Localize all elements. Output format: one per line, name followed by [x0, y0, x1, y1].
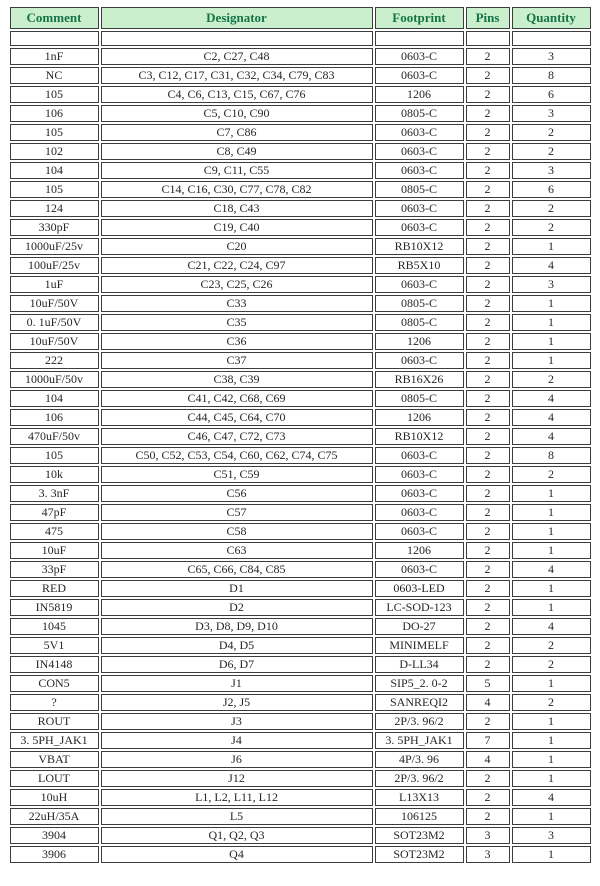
- table-row: [10, 789, 591, 806]
- table-row: [10, 162, 591, 179]
- cell-pins: 2: [466, 789, 510, 806]
- cell-comment: 124: [10, 200, 99, 217]
- cell-comment: 33pF: [10, 561, 99, 578]
- cell-pins: 2: [466, 219, 510, 236]
- table-row: [10, 599, 591, 616]
- table-row: [10, 770, 591, 787]
- cell-footprint: 0603-C: [375, 219, 464, 236]
- cell-designator: C63: [101, 542, 373, 559]
- cell-footprint: 0603-LED: [375, 580, 464, 597]
- cell-footprint: [375, 31, 464, 46]
- cell-comment: 105: [10, 181, 99, 198]
- cell-pins: 2: [466, 162, 510, 179]
- cell-quantity: 3: [512, 162, 591, 179]
- cell-comment: IN4148: [10, 656, 99, 673]
- cell-comment: 5V1: [10, 637, 99, 654]
- cell-pins: 5: [466, 675, 510, 692]
- table-row: [10, 713, 591, 730]
- cell-comment: 102: [10, 143, 99, 160]
- cell-quantity: 2: [512, 200, 591, 217]
- cell-footprint: 3. 5PH_JAK1: [375, 732, 464, 749]
- table-row: [10, 466, 591, 483]
- cell-designator: C36: [101, 333, 373, 350]
- cell-footprint: 0603-C: [375, 447, 464, 464]
- cell-designator: D2: [101, 599, 373, 616]
- cell-designator: L5: [101, 808, 373, 825]
- cell-quantity: 1: [512, 846, 591, 863]
- cell-footprint: 0603-C: [375, 200, 464, 217]
- table-row: [10, 390, 591, 407]
- cell-pins: 2: [466, 637, 510, 654]
- cell-pins: 2: [466, 238, 510, 255]
- table-row: [10, 48, 591, 65]
- bom-table: [8, 5, 593, 865]
- cell-pins: 2: [466, 656, 510, 673]
- table-row: [10, 333, 591, 350]
- cell-designator: J12: [101, 770, 373, 787]
- cell-quantity: 1: [512, 314, 591, 331]
- cell-quantity: [512, 31, 591, 46]
- cell-designator: C57: [101, 504, 373, 521]
- cell-pins: 2: [466, 618, 510, 635]
- cell-quantity: 1: [512, 808, 591, 825]
- cell-quantity: 3: [512, 48, 591, 65]
- cell-quantity: 1: [512, 751, 591, 768]
- cell-footprint: 0603-C: [375, 276, 464, 293]
- cell-pins: 4: [466, 751, 510, 768]
- cell-quantity: 1: [512, 770, 591, 787]
- cell-pins: 2: [466, 276, 510, 293]
- cell-designator: C38, C39: [101, 371, 373, 388]
- cell-designator: Q1, Q2, Q3: [101, 827, 373, 844]
- cell-quantity: 1: [512, 732, 591, 749]
- cell-designator: C23, C25, C26: [101, 276, 373, 293]
- table-row: [10, 276, 591, 293]
- cell-quantity: 2: [512, 637, 591, 654]
- cell-comment: 10k: [10, 466, 99, 483]
- cell-designator: C2, C27, C48: [101, 48, 373, 65]
- cell-footprint: 0603-C: [375, 162, 464, 179]
- cell-pins: 2: [466, 808, 510, 825]
- cell-designator: C5, C10, C90: [101, 105, 373, 122]
- cell-pins: 2: [466, 466, 510, 483]
- cell-pins: 2: [466, 314, 510, 331]
- cell-comment: 105: [10, 86, 99, 103]
- cell-comment: 47pF: [10, 504, 99, 521]
- table-row: [10, 257, 591, 274]
- column-header-comment: Comment: [10, 7, 99, 29]
- cell-pins: 2: [466, 447, 510, 464]
- table-row: [10, 656, 591, 673]
- cell-quantity: 1: [512, 504, 591, 521]
- cell-comment: 3. 3nF: [10, 485, 99, 502]
- cell-footprint: SOT23M2: [375, 827, 464, 844]
- table-row: [10, 580, 591, 597]
- cell-comment: [10, 31, 99, 46]
- cell-quantity: 4: [512, 257, 591, 274]
- table-row: [10, 219, 591, 236]
- cell-footprint: 0603-C: [375, 67, 464, 84]
- column-header-quantity: Quantity: [512, 7, 591, 29]
- cell-comment: ?: [10, 694, 99, 711]
- cell-footprint: 1206: [375, 333, 464, 350]
- cell-quantity: 1: [512, 485, 591, 502]
- cell-pins: 2: [466, 390, 510, 407]
- cell-footprint: RB10X12: [375, 238, 464, 255]
- cell-footprint: RB16X26: [375, 371, 464, 388]
- cell-comment: LOUT: [10, 770, 99, 787]
- cell-comment: 0. 1uF/50V: [10, 314, 99, 331]
- cell-comment: IN5819: [10, 599, 99, 616]
- cell-pins: 2: [466, 504, 510, 521]
- cell-comment: 105: [10, 124, 99, 141]
- cell-designator: C7, C86: [101, 124, 373, 141]
- cell-comment: 104: [10, 162, 99, 179]
- cell-pins: 2: [466, 371, 510, 388]
- cell-designator: D4, D5: [101, 637, 373, 654]
- cell-pins: 2: [466, 67, 510, 84]
- cell-designator: C14, C16, C30, C77, C78, C82: [101, 181, 373, 198]
- cell-quantity: 6: [512, 181, 591, 198]
- cell-footprint: 106125: [375, 808, 464, 825]
- cell-quantity: 4: [512, 409, 591, 426]
- cell-pins: 2: [466, 770, 510, 787]
- cell-footprint: RB10X12: [375, 428, 464, 445]
- table-row: [10, 827, 591, 844]
- table-row: [10, 143, 591, 160]
- cell-comment: 10uH: [10, 789, 99, 806]
- table-row: [10, 352, 591, 369]
- cell-footprint: 1206: [375, 542, 464, 559]
- cell-designator: C37: [101, 352, 373, 369]
- bom-table-body: [10, 31, 591, 863]
- cell-quantity: 4: [512, 390, 591, 407]
- cell-designator: C4, C6, C13, C15, C67, C76: [101, 86, 373, 103]
- table-row: [10, 675, 591, 692]
- cell-designator: C20: [101, 238, 373, 255]
- cell-footprint: 0805-C: [375, 105, 464, 122]
- cell-pins: 2: [466, 713, 510, 730]
- table-row: [10, 295, 591, 312]
- cell-footprint: 0603-C: [375, 485, 464, 502]
- cell-footprint: 0603-C: [375, 561, 464, 578]
- table-row: [10, 808, 591, 825]
- table-row: [10, 181, 591, 198]
- cell-designator: J2, J5: [101, 694, 373, 711]
- cell-quantity: 3: [512, 105, 591, 122]
- cell-quantity: 2: [512, 466, 591, 483]
- table-row: [10, 200, 591, 217]
- table-row: [10, 504, 591, 521]
- cell-quantity: 1: [512, 238, 591, 255]
- cell-quantity: 2: [512, 143, 591, 160]
- table-row: [10, 371, 591, 388]
- cell-quantity: 1: [512, 599, 591, 616]
- column-header-footprint: Footprint: [375, 7, 464, 29]
- cell-comment: 104: [10, 390, 99, 407]
- table-row: [10, 105, 591, 122]
- cell-designator: D3, D8, D9, D10: [101, 618, 373, 635]
- cell-footprint: SANREQI2: [375, 694, 464, 711]
- cell-pins: 2: [466, 485, 510, 502]
- cell-footprint: 0603-C: [375, 48, 464, 65]
- cell-comment: 106: [10, 409, 99, 426]
- cell-pins: 2: [466, 580, 510, 597]
- cell-quantity: 1: [512, 580, 591, 597]
- table-row: [10, 542, 591, 559]
- cell-comment: 3. 5PH_JAK1: [10, 732, 99, 749]
- cell-comment: 330pF: [10, 219, 99, 236]
- cell-quantity: 1: [512, 675, 591, 692]
- cell-quantity: 4: [512, 561, 591, 578]
- cell-comment: NC: [10, 67, 99, 84]
- cell-footprint: L13X13: [375, 789, 464, 806]
- column-header-pins: Pins: [466, 7, 510, 29]
- cell-quantity: 4: [512, 428, 591, 445]
- cell-quantity: 2: [512, 656, 591, 673]
- cell-footprint: SIP5_2. 0-2: [375, 675, 464, 692]
- cell-comment: 470uF/50v: [10, 428, 99, 445]
- cell-pins: 7: [466, 732, 510, 749]
- table-row: [10, 751, 591, 768]
- cell-comment: 1000uF/50v: [10, 371, 99, 388]
- cell-pins: 3: [466, 827, 510, 844]
- cell-quantity: 1: [512, 542, 591, 559]
- cell-pins: 2: [466, 333, 510, 350]
- cell-comment: RED: [10, 580, 99, 597]
- cell-footprint: 2P/3. 96/2: [375, 770, 464, 787]
- cell-pins: 2: [466, 143, 510, 160]
- cell-footprint: 0603-C: [375, 504, 464, 521]
- cell-comment: 10uF/50V: [10, 295, 99, 312]
- table-row: [10, 31, 591, 46]
- cell-quantity: 1: [512, 352, 591, 369]
- cell-quantity: 4: [512, 618, 591, 635]
- table-row: [10, 523, 591, 540]
- cell-pins: 2: [466, 181, 510, 198]
- cell-designator: C58: [101, 523, 373, 540]
- table-row: [10, 732, 591, 749]
- cell-footprint: MINIMELF: [375, 637, 464, 654]
- cell-designator: C35: [101, 314, 373, 331]
- cell-pins: 2: [466, 542, 510, 559]
- cell-designator: C19, C40: [101, 219, 373, 236]
- cell-pins: 2: [466, 86, 510, 103]
- table-row: [10, 124, 591, 141]
- cell-quantity: 2: [512, 694, 591, 711]
- cell-quantity: 2: [512, 219, 591, 236]
- cell-footprint: D-LL34: [375, 656, 464, 673]
- table-row: [10, 238, 591, 255]
- cell-comment: 10uF/50V: [10, 333, 99, 350]
- cell-designator: C44, C45, C64, C70: [101, 409, 373, 426]
- cell-quantity: 1: [512, 713, 591, 730]
- cell-comment: 1uF: [10, 276, 99, 293]
- cell-quantity: 3: [512, 827, 591, 844]
- cell-footprint: SOT23M2: [375, 846, 464, 863]
- cell-comment: VBAT: [10, 751, 99, 768]
- cell-quantity: 8: [512, 447, 591, 464]
- cell-comment: 22uH/35A: [10, 808, 99, 825]
- cell-comment: CON5: [10, 675, 99, 692]
- cell-footprint: 0603-C: [375, 466, 464, 483]
- cell-footprint: 1206: [375, 86, 464, 103]
- cell-pins: [466, 31, 510, 46]
- table-row: [10, 846, 591, 863]
- cell-pins: 2: [466, 561, 510, 578]
- cell-designator: J4: [101, 732, 373, 749]
- cell-designator: [101, 31, 373, 46]
- cell-footprint: 0805-C: [375, 295, 464, 312]
- cell-comment: 100uF/25v: [10, 257, 99, 274]
- cell-quantity: 2: [512, 124, 591, 141]
- cell-designator: C56: [101, 485, 373, 502]
- cell-comment: 105: [10, 447, 99, 464]
- table-row: [10, 561, 591, 578]
- table-row: [10, 86, 591, 103]
- cell-designator: C21, C22, C24, C97: [101, 257, 373, 274]
- cell-pins: 2: [466, 295, 510, 312]
- cell-quantity: 2: [512, 371, 591, 388]
- cell-pins: 2: [466, 200, 510, 217]
- table-row: [10, 314, 591, 331]
- cell-pins: 2: [466, 257, 510, 274]
- cell-footprint: 4P/3. 96: [375, 751, 464, 768]
- cell-footprint: 0805-C: [375, 181, 464, 198]
- cell-designator: C8, C49: [101, 143, 373, 160]
- cell-designator: C33: [101, 295, 373, 312]
- table-row: [10, 67, 591, 84]
- table-row: [10, 618, 591, 635]
- cell-designator: C3, C12, C17, C31, C32, C34, C79, C83: [101, 67, 373, 84]
- table-row: [10, 485, 591, 502]
- cell-designator: C50, C52, C53, C54, C60, C62, C74, C75: [101, 447, 373, 464]
- cell-footprint: 0603-C: [375, 143, 464, 160]
- header-row: [10, 7, 591, 29]
- cell-footprint: RB5X10: [375, 257, 464, 274]
- cell-quantity: 1: [512, 523, 591, 540]
- cell-pins: 2: [466, 352, 510, 369]
- cell-designator: J6: [101, 751, 373, 768]
- cell-designator: C65, C66, C84, C85: [101, 561, 373, 578]
- cell-designator: C41, C42, C68, C69: [101, 390, 373, 407]
- cell-pins: 3: [466, 846, 510, 863]
- cell-comment: 1000uF/25v: [10, 238, 99, 255]
- cell-designator: C46, C47, C72, C73: [101, 428, 373, 445]
- table-row: [10, 447, 591, 464]
- table-row: [10, 694, 591, 711]
- cell-designator: D1: [101, 580, 373, 597]
- cell-footprint: 2P/3. 96/2: [375, 713, 464, 730]
- cell-pins: 2: [466, 124, 510, 141]
- cell-comment: 3904: [10, 827, 99, 844]
- cell-comment: 1045: [10, 618, 99, 635]
- cell-quantity: 8: [512, 67, 591, 84]
- cell-footprint: 0603-C: [375, 352, 464, 369]
- table-row: [10, 428, 591, 445]
- cell-comment: 475: [10, 523, 99, 540]
- cell-footprint: LC-SOD-123: [375, 599, 464, 616]
- table-row: [10, 637, 591, 654]
- cell-pins: 2: [466, 48, 510, 65]
- cell-pins: 2: [466, 409, 510, 426]
- cell-pins: 2: [466, 428, 510, 445]
- cell-comment: 106: [10, 105, 99, 122]
- cell-quantity: 1: [512, 333, 591, 350]
- table-row: [10, 409, 591, 426]
- cell-footprint: 0805-C: [375, 390, 464, 407]
- cell-designator: J1: [101, 675, 373, 692]
- cell-footprint: 0805-C: [375, 314, 464, 331]
- cell-pins: 2: [466, 105, 510, 122]
- cell-comment: 1nF: [10, 48, 99, 65]
- cell-pins: 4: [466, 694, 510, 711]
- cell-designator: D6, D7: [101, 656, 373, 673]
- cell-pins: 2: [466, 523, 510, 540]
- cell-comment: ROUT: [10, 713, 99, 730]
- cell-comment: 10uF: [10, 542, 99, 559]
- cell-footprint: DO-27: [375, 618, 464, 635]
- cell-designator: J3: [101, 713, 373, 730]
- cell-designator: C51, C59: [101, 466, 373, 483]
- cell-designator: L1, L2, L11, L12: [101, 789, 373, 806]
- cell-quantity: 1: [512, 295, 591, 312]
- cell-pins: 2: [466, 599, 510, 616]
- cell-quantity: 3: [512, 276, 591, 293]
- column-header-designator: Designator: [101, 7, 373, 29]
- cell-quantity: 4: [512, 789, 591, 806]
- cell-designator: C9, C11, C55: [101, 162, 373, 179]
- cell-designator: Q4: [101, 846, 373, 863]
- cell-quantity: 6: [512, 86, 591, 103]
- cell-designator: C18, C43: [101, 200, 373, 217]
- cell-footprint: 1206: [375, 409, 464, 426]
- cell-comment: 3906: [10, 846, 99, 863]
- cell-footprint: 0603-C: [375, 124, 464, 141]
- cell-footprint: 0603-C: [375, 523, 464, 540]
- cell-comment: 222: [10, 352, 99, 369]
